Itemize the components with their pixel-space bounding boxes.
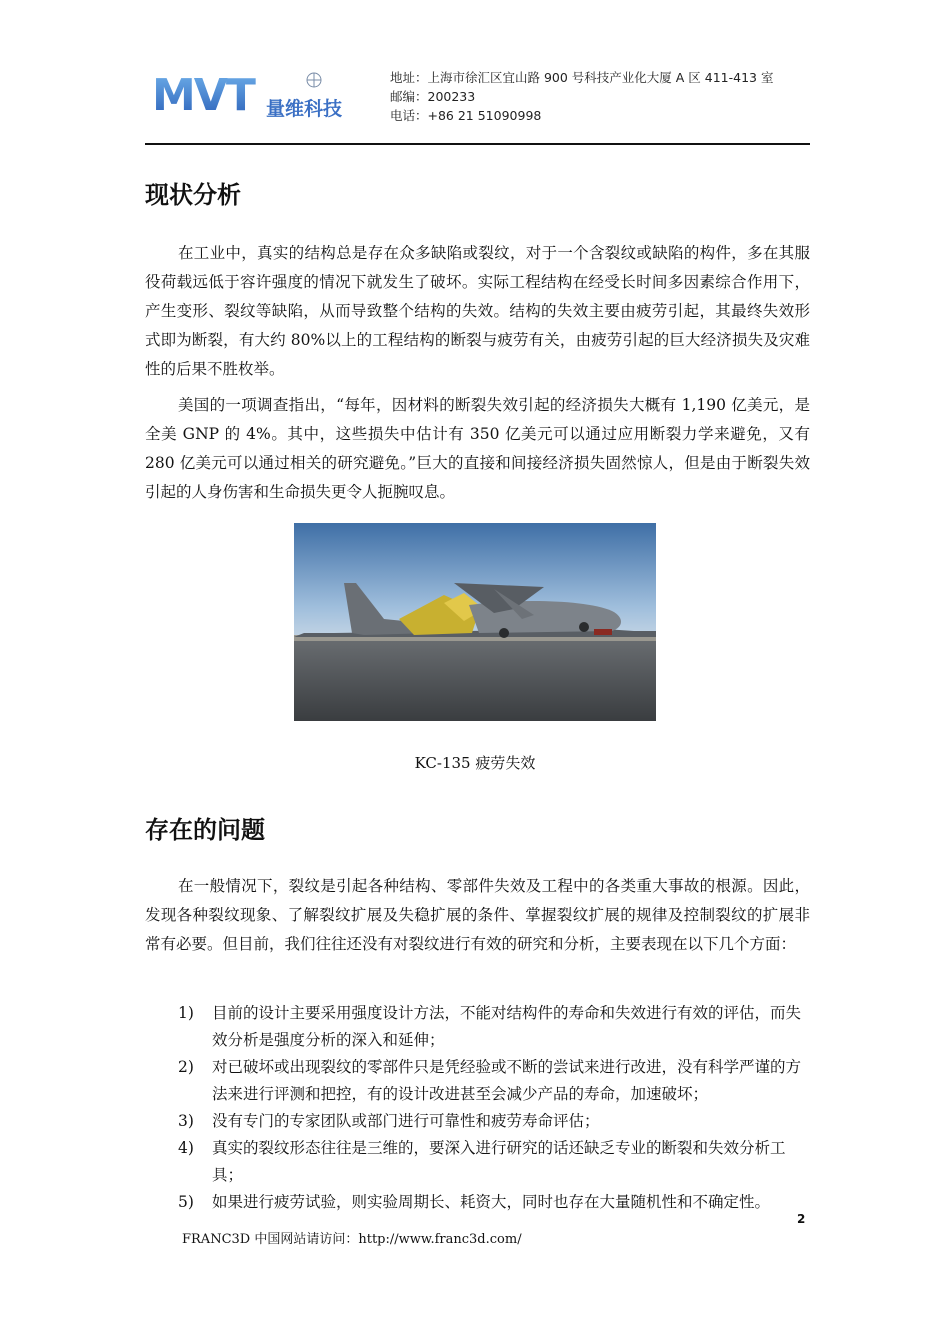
- company-logo: [150, 64, 370, 128]
- header-divider: [145, 143, 810, 145]
- page-number: 2: [797, 1212, 806, 1226]
- phone-line: 电话：+86 21 51090998: [390, 108, 542, 123]
- list-item: 5) 如果进行疲劳试验，则实验周期长、耗资大，同时也存在大量随机性和不确定性。: [178, 1193, 771, 1211]
- problem-list: [145, 1000, 810, 1216]
- section-heading-status: 现状分析: [145, 181, 241, 209]
- paragraph-problems-1: 在一般情况下，裂纹是引起各种结构、零部件失效及工程中的各类重大事故的根源。因此，发现各种裂纹现象、了解裂纹扩展及失稳扩展的条件、掌握裂纹扩展的规律及控制裂纹的扩展非常有必要。但目前，我们往往还没有对裂纹进行有效的研究和分析，主要表现在以下几个方面：: [145, 877, 810, 953]
- list-item: 4) 真实的裂纹形态往往是三维的，要深入进行研究的话还缺乏专业的断裂和失效分析工具；: [178, 1139, 786, 1184]
- figure-caption: KC-135 疲劳失效: [414, 754, 536, 772]
- postcode-line: 邮编：200233: [390, 89, 476, 104]
- list-item: 2) 对已破坏或出现裂纹的零部件只是凭经验或不断的尝试来进行改进，没有科学严谨的方法来进行评测和把控，有的设计改进甚至会减少产品的寿命，加速破坏；: [178, 1058, 802, 1103]
- footer-website: FRANC3D 中国网站请访问：http://www.franc3d.com/: [182, 1232, 522, 1247]
- paragraph-status-1: 在工业中，真实的结构总是存在众多缺陷或裂纹，对于一个含裂纹或缺陷的构件，多在其服役荷载远低于容许强度的情况下就发生了破坏。实际工程结构在经受长时间多因素综合作用下，产生变形、裂纹等缺陷，从而导致整个结构的失效。结构的失效主要由疲劳引起，其最终失效形式即为断裂，有大约 80%以上的工程结构的断裂与疲劳有关，由疲劳引起的巨大经济损失及灾难性的后果不胜枚举。: [145, 244, 810, 378]
- section-heading-problems: 存在的问题: [145, 816, 265, 844]
- svg-text:MVT: MVT: [152, 70, 254, 121]
- kc135-failure-photo: [294, 523, 656, 721]
- company-name: 量维科技: [266, 98, 343, 120]
- list-item: 1) 目前的设计主要采用强度设计方法，不能对结构件的寿命和失效进行有效的评估，而失效分析是强度分析的深入和延伸；: [178, 1004, 802, 1049]
- contact-info: [390, 68, 773, 125]
- list-item: 3) 没有专门的专家团队或部门进行可靠性和疲劳寿命评估；: [178, 1112, 600, 1130]
- page-header: [150, 62, 810, 132]
- address-line: 地址：上海市徐汇区宜山路 900 号科技产业化大厦 A 区 411-413 室: [390, 70, 774, 85]
- paragraph-status-2: 美国的一项调查指出，“每年，因材料的断裂失效引起的经济损失大概有 1,190 亿美元，是全美 GNP 的 4%。其中，这些损失中估计有 350 亿美元可以通过应用断裂力学来避免，又有 280 亿美元可以通过相关的研究避免。”巨大的直接和间接经济损失固然惊人，但是由于断裂失效引起的人身伤害和生命损失更令人扼腕叹息。: [145, 396, 810, 501]
